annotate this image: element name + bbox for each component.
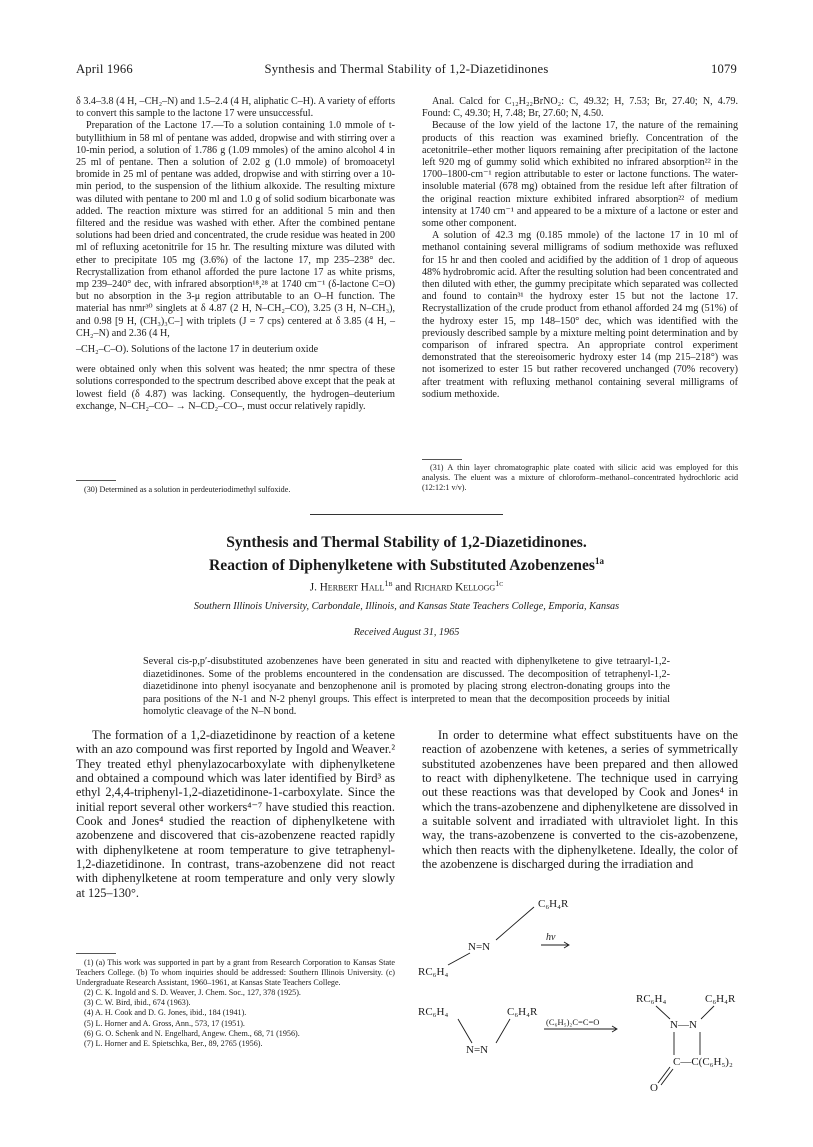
right-column (422, 96, 738, 401)
product-rc6h4: RC₆H₄ (636, 993, 667, 1005)
authors: J. Herbert Hall$^{1b}$ and Richard Kellogg$^{1c}$ (309, 579, 504, 594)
product-c6h4r: C₆H₄R (705, 993, 736, 1005)
footnote-rule (76, 480, 116, 481)
footnote-1: (1) (a) This work was supported in part by a grant from Research Corporation to Kansas State Teachers College. (b) To whom inquiries should be addressed: Southern Illinois University. (c) Undergraduate Research Assistant, 1960–1961, at Kansas State Teachers College. (76, 958, 395, 988)
right-paragraph: A solution of 42.3 mg (0.185 mmole) of the lactone 17 in 10 ml of methanol containing several milligrams of sodium methoxide was refluxed for 15 hr and then cooled and acidified by the addition of 1 drop of aqueous 48% hydrobromic acid. After the resulting solution had been concentrated and then diluted with ether, the gummy precipitate which separated was collected and found to contain³¹ the hydroxy ester 15 but not the lactone 17. Recrystallization of the crude product from ethanol afforded 24 mg (51%) of the hydroxy ester 15, mp 148–150° dec, which was identified with the previously described sample by a mixture melting point determination and by comparison of infrared spectra. An appropriate control experiment demonstrated that the stereoisomeric hydroxy ester 14 (mp 215–218°) was not isomerized to ester 15 but rather recovered unchanged (70% recovery) after treatment with refluxing methanol containing several milligrams of sodium methoxide. (422, 230, 738, 400)
left-paragraph: δ 3.4–3.8 (4 H, –CH₂–N) and 1.5–2.4 (4 H, aliphatic C–H). A variety of efforts to convert this sample to the lactone 17 were unsuccessful. (76, 96, 395, 120)
article-divider (310, 514, 503, 515)
product-c-c: C—C(C₆H₅)₂ (673, 1056, 733, 1068)
running-header-date: April 1966 (76, 62, 133, 76)
substituent-rc6h4-cis: RC₆H₄ (418, 1006, 449, 1018)
footnote-4: (4) A. H. Cook and D. G. Jones, ibid., 184 (1941). (84, 1008, 247, 1018)
reaction-scheme (418, 895, 758, 1135)
product-n-n: N—N (670, 1019, 697, 1031)
author-kellogg: Richard Kellogg (414, 581, 496, 594)
bond (458, 1019, 472, 1043)
footnote-7: (7) L. Horner and E. Spietschka, Ber., 89, 2765 (1956). (84, 1038, 263, 1048)
author-hall: J. Herbert Hall (309, 581, 385, 594)
footnote-rule (422, 459, 462, 460)
hv-label: hν (546, 932, 556, 943)
footnote-6: (6) G. O. Schenk and N. Engelhard, Angew. Chem., 68, 71 (1956). (84, 1028, 300, 1038)
substituent-c6h4r: C₆H₄R (538, 898, 569, 910)
bond (656, 1006, 670, 1019)
footnote-30: (30) Determined as a solution in perdeuteriodimethyl sulfoxide. (84, 485, 291, 494)
page-number: 1079 (711, 62, 737, 76)
substituent-rc6h4: RC₆H₄ (418, 966, 449, 978)
article-title: Synthesis and Thermal Stability of 1,2-Diazetidinones. Reaction of Diphenylketene with Substituted Azobenzenes$^{1a}$ (209, 534, 604, 575)
running-header-title: Synthesis and Thermal Stability of 1,2-Diazetidinones (264, 62, 549, 76)
bond (496, 907, 534, 940)
left-paragraph: were obtained only when this solvent was heated; the nmr spectra of these solutions corresponded to the spectrum described above except that the peak at lowest field (δ 4.87) was lacking. Consequently, the hydrogen–deuterium exchange, N–CH₂–CO– → N–CD₂–CO–, must occur relatively rapidly. (76, 364, 395, 412)
received-date: Received August 31, 1965 (353, 627, 460, 638)
left-paragraph: –CH₂–C–O). Solutions of the lactone 17 in deuterium oxide (76, 344, 319, 356)
footnote-rule (76, 953, 116, 954)
lactone-preparation-paragraph: Preparation of the Lactone 17.—To a solution containing 1.0 mmole of t-butyllithium in 58 ml of pentane was added, dropwise and with stirring over a 10-min period, a solution of 1.786 g (1.09 mmoles) of the amino alcohol 4 in 25 ml of pentane. Then a solution of 2.02 g (1.0 mmole) of bromoacetyl bromide in 25 ml of pentane was added, dropwise and with stirring over a 10-min period, to the suspension of the lithium alkoxide. The resulting mixture was diluted with pentane to 200 ml and 1.0 g of solid sodium bicarbonate was added. The reaction mixture was stirred for an additional 5 min and then filtered and the residue was washed with ether. After the combined pentane solutions had been dried and concentrated, the crude residue was heated in 200 ml of refluxing acetonitrile for 15 hr. The resulting mixture was diluted with ether to precipitate 105 mg (3.6%) of the lactone 17, mp 235–238° dec. Recrystallization from ethanol afforded the pure lactone 17 as white prisms, mp 239–240° dec, with infrared absorption¹⁸,²⁸ at 1740 cm⁻¹ (δ-lactone C=O) but no absorption in the 3-μ region attributable to an O–H function. The material has nmr³⁰ singlets at δ 4.87 (2 H, N–CH₂–CO), 3.25 (3 H, N–CH₃), and 0.98 [9 H, (CH₃)₃C–] with triplets (J = 7 cps) centered at δ 3.85 (4 H, –CH₂–N) and 2.36 (4 H, (76, 120, 395, 339)
left-column (76, 96, 395, 413)
footnote-31: (31) A thin layer chromatographic plate coated with silicic acid was employed for this analysis. The eluent was a mixture of chloroform–methanol–concentrated hydrochloric acid (12:12:1 v/v). (422, 463, 738, 492)
right-paragraph: Because of the low yield of the lactone 17, the nature of the remaining products of this reaction was examined briefly. Concentration of the acetonitrile–ether mother liquors remaining after precipitation of the lactone left 920 mg of gummy solid which exhibited no infrared absorption²² in the 1700–1800-cm⁻¹ region attributable to ester or lactone functions. The water-insoluble material (678 mg) obtained from the residue left after filtration of the original reaction mixture exhibited infrared absorption²² of medium intensity at 1740 cm⁻¹ and appeared to be a mixture of a lactone or ester and some other component. (422, 120, 738, 230)
substituent-c6h4r-cis: C₆H₄R (507, 1006, 538, 1018)
footnote-3: (3) C. W. Bird, ibid., 674 (1963). (84, 998, 191, 1008)
bond (448, 953, 470, 965)
abstract: Several cis-p,p′-disubstituted azobenzenes have been generated in situ and reacted with diphenylketene to give tetraaryl-1,2-diazetidinones. Some of the problems encountered in the condensation are discussed. The decomposition of tetraphenyl-1,2-diazetidinone into phenyl isocyanate and benzophenone anil is promoted by placing strong electron-donating groups into the para positions of the N-1 and N-2 phenyl groups. This effect is interpreted to mean that the decomposition proceeds by initial homolytic cleavage of the N–N bond. (143, 656, 670, 717)
reagent-diphenylketene: (C₆H₅)₂C=C=O (546, 1017, 600, 1027)
footnote-2: (2) C. K. Ingold and S. D. Weaver, J. Chem. Soc., 127, 378 (1925). (84, 988, 301, 998)
azo-n-eq-n-cis: N=N (466, 1044, 489, 1056)
product-o: O (650, 1082, 658, 1094)
bond (701, 1006, 714, 1019)
footnote-5: (5) L. Horner and A. Gross, Ann., 573, 17 (1951). (84, 1018, 245, 1028)
body-right: In order to determine what effect substituents have on the reaction of azobenzene with ketenes, a series of symmetrically substituted azobenzenes have been prepared and then allowed to react with diphenylketene. The technique used in carrying out these reactions was that developed by Cook and Jones⁴ in which the trans-azobenzene and diphenylketene are dissolved in a suitable solvent and irradiated with ultraviolet light. In this way, the trans-azobenzene is converted to the cis-azobenzene, which then reacts with the diphenylketene. Ideally, the color of the azobenzene is discharged during the irradiation and (422, 728, 738, 872)
footnotes (76, 958, 395, 1049)
body-left: The formation of a 1,2-diazetidinone by reaction of a ketene with an azo compound was first reported by Ingold and Weaver.² They treated ethyl phenylazocarboxylate with diphenylketene and obtained a compound which was later identified by Bird³ as ethyl 2,4,4-triphenyl-1,2-diazetidinone-1-carboxylate. Since the initial report several other workers⁴⁻⁷ have studied this reaction. Cook and Jones⁴ studied the reaction of diphenylketene with azobenzene and discovered that cis-azobenzene reacted rapidly with diphenylketene at room temperature to give tetraphenyl-1,2-diazetidinone. In contrast, trans-azobenzene did not react with diphenylketene at room temperature and only very slowly at 125–130°. (76, 728, 395, 900)
azo-n-eq-n: N=N (468, 941, 491, 953)
affiliation: Southern Illinois University, Carbondale, Illinois, and Kansas State Teachers College, Emporia, Kansas (193, 601, 620, 612)
analysis-paragraph: Anal. Calcd for C₁₂H₂₂BrNO₂: C, 49.32; H, 7.53; Br, 27.40; N, 4.79. Found: C, 49.30; H, 7.48; Br, 27.60; N, 4.50. (422, 96, 738, 120)
bond (496, 1019, 510, 1043)
